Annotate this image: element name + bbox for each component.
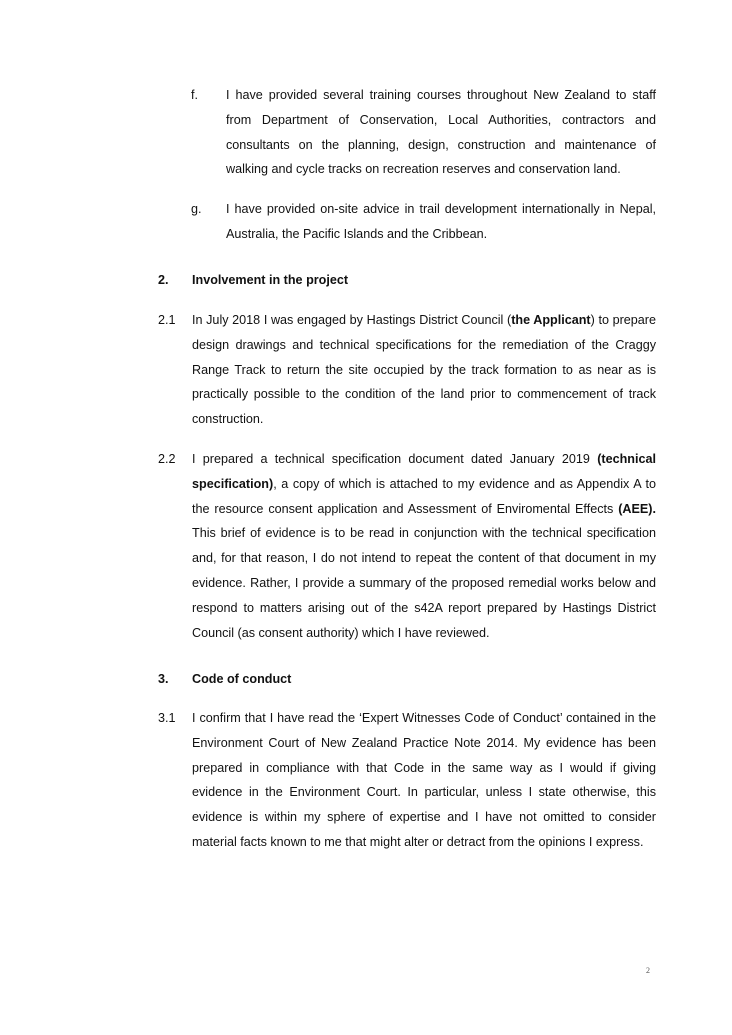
page-number: 2: [646, 966, 650, 975]
numbered-paragraph: [158, 706, 656, 855]
paragraph-number: 2.1: [158, 313, 176, 327]
list-item-text: I have provided on-site advice in trail development internationally in Nepal, Australia, the Pacific Islands and the Cribbean.: [226, 202, 656, 241]
list-item-marker: f.: [191, 88, 198, 102]
list-item-text: I have provided several training courses throughout New Zealand to staff from Department of Conservation, Local Authorities, contractors and consultants on the planning, design, construction and maintenance of walking and cycle tracks on recreation reserves and conservation land.: [226, 88, 656, 177]
numbered-paragraph: [158, 308, 656, 432]
paragraph-number: 3.1: [158, 711, 176, 725]
defined-term: (technical specification): [192, 452, 656, 491]
paragraph-text: I confirm that I have read the ‘Expert Witnesses Code of Conduct’ contained in the Environment Court of New Zealand Practice Note 2014. My evidence has been prepared in compliance with that Code in the same way as I would if giving evidence in the Environment Court. In particular, unless I state otherwise, this evidence is within my sphere of expertise and I have not omitted to consider material facts known to me that might alter or detract from the opinions I express.: [192, 711, 656, 849]
defined-term: the Applicant: [511, 313, 591, 327]
list-item: [191, 197, 656, 247]
paragraph-text: I prepared a technical specification document dated January 2019 (technical specification), a copy of which is attached to my evidence and as Appendix A to the resource consent application and Assessment of Enviromental Effects (AEE). This brief of evidence is to be read in conjunction with the technical specification and, for that reason, I do not intend to repeat the content of that document in my evidence. Rather, I provide a summary of the proposed remedial works below and respond to matters arising out of the s42A report prepared by Hastings District Council (as consent authority) which I have reviewed.: [192, 452, 656, 640]
section-title: Involvement in the project: [192, 273, 349, 287]
paragraph-text: In July 2018 I was engaged by Hastings District Council (the Applicant) to prepare design drawings and technical specifications for the remediation of the Craggy Range Track to return the site occupied by the track formation to as near as is practically possible to the condition of the land prior to commencement of track construction.: [192, 313, 657, 427]
section-number: 2.: [158, 273, 169, 287]
defined-term: (AEE).: [618, 501, 656, 516]
list-item: [191, 83, 656, 182]
section-number: 3.: [158, 672, 169, 686]
paragraph-number: 2.2: [158, 452, 176, 466]
list-item-marker: g.: [191, 202, 202, 216]
section-title: Code of conduct: [192, 672, 292, 686]
numbered-paragraph: [158, 447, 656, 645]
